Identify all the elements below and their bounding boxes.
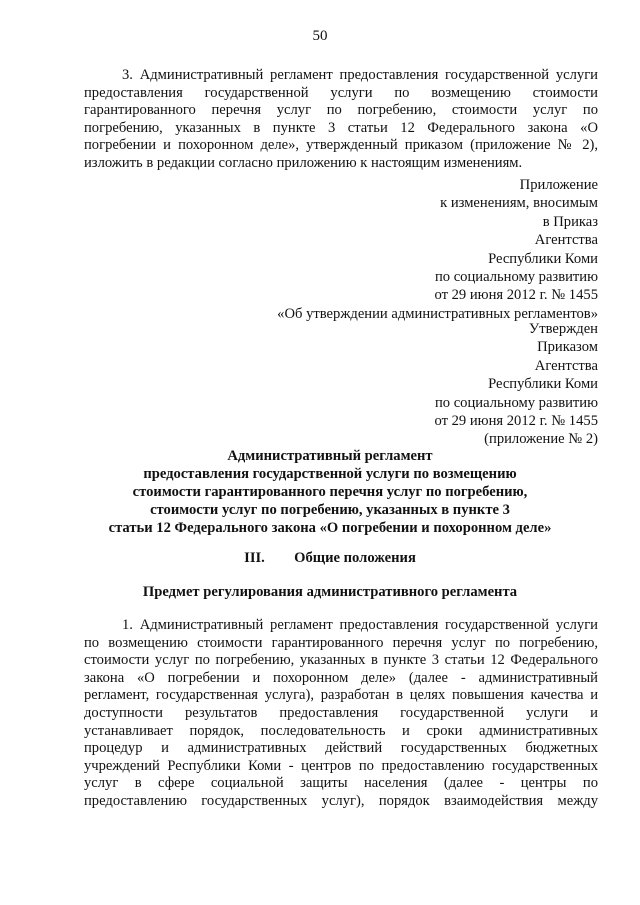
- section-number: III.: [244, 550, 265, 566]
- approval-header-line: (приложение № 2): [484, 431, 598, 448]
- section-title: Общие положения: [294, 550, 416, 566]
- appendix-header-line: «Об утверждении административных регламентов»: [277, 305, 598, 322]
- regulation-title-line: Административный регламент: [227, 448, 433, 464]
- appendix-header-line: от 29 июня 2012 г. № 1455: [434, 287, 598, 304]
- regulation-title: [60, 447, 600, 537]
- paragraph-line: закона «О погребении и похоронном деле» (далее - административный: [84, 669, 598, 686]
- approval-header: [435, 320, 599, 449]
- appendix-header-line: Агентства: [534, 232, 598, 249]
- paragraph-line: изложить в редакции согласно приложению к настоящим изменениям.: [84, 154, 523, 171]
- regulation-title-line: предоставления государственной услуги по возмещению: [143, 466, 517, 482]
- paragraph-line: 3. Административный регламент предоставления государственной услуги: [122, 67, 598, 83]
- paragraph-line: предоставления государственной услуги по возмещению стоимости: [84, 84, 598, 101]
- approval-header-line: Республики Коми: [488, 376, 598, 393]
- appendix-header-line: Приложение: [519, 177, 598, 193]
- appendix-header-line: в Приказ: [542, 213, 598, 230]
- approval-header-line: от 29 июня 2012 г. № 1455: [434, 413, 598, 430]
- paragraph-line: 1. Административный регламент предоставления государственной услуги: [122, 617, 598, 633]
- paragraph-line: услуг в сфере социальной защиты населения (далее - центры по: [84, 775, 598, 792]
- regulation-title-line: стоимости услуг по погребению, указанных в пункте 3: [150, 502, 510, 518]
- regulation-title-line: стоимости гарантированного перечня услуг по погребению,: [132, 484, 528, 500]
- regulation-title-line: статьи 12 Федерального закона «О погребении и похоронном деле»: [108, 520, 552, 536]
- appendix-header-line: к изменениям, вносимым: [440, 195, 598, 212]
- paragraph-line: предоставлению государственных услуг), порядок взаимодействия между: [84, 792, 598, 809]
- subsection-heading: Предмет регулирования административного регламента: [142, 584, 518, 600]
- paragraph-line: устанавливает порядок, последовательность и сроки административных: [84, 722, 598, 739]
- amendment-paragraph: [84, 67, 598, 173]
- paragraph-line: погребении и похоронном деле», утвержденный приказом (приложение № 2),: [84, 137, 598, 154]
- paragraph-line: доступности результатов предоставления государственной услуги и: [84, 704, 598, 721]
- page-number: 50: [312, 28, 328, 44]
- approval-header-line: Утвержден: [528, 321, 598, 337]
- approval-header-line: Приказом: [537, 339, 598, 356]
- paragraph-line: регламент, государственная услуга), разработан в целях повышения качества и: [84, 687, 598, 704]
- appendix-header-line: по социальному развитию: [434, 269, 598, 286]
- appendix-header: [277, 176, 598, 323]
- paragraph-one: [84, 617, 598, 811]
- paragraph-line: по возмещению стоимости гарантированного перечня услуг по погребению,: [84, 634, 598, 651]
- paragraph-line: процедур и административных действий государственных бюджетных: [84, 740, 598, 757]
- approval-header-line: Агентства: [534, 357, 598, 374]
- approval-header-line: по социальному развитию: [434, 394, 598, 411]
- appendix-header-line: Республики Коми: [488, 250, 598, 267]
- paragraph-line: погребению, указанных в пункте 3 статьи 12 Федерального закона «О: [84, 119, 598, 136]
- paragraph-line: гарантированного перечня услуг по погребению, стоимости услуг по: [84, 102, 598, 119]
- paragraph-line: учреждений Республики Коми - центров по предоставлению государственных: [84, 757, 598, 774]
- section-heading: [60, 549, 600, 567]
- paragraph-line: стоимости услуг по погребению, указанных в пункте 3 статьи 12 Федерального: [84, 652, 598, 669]
